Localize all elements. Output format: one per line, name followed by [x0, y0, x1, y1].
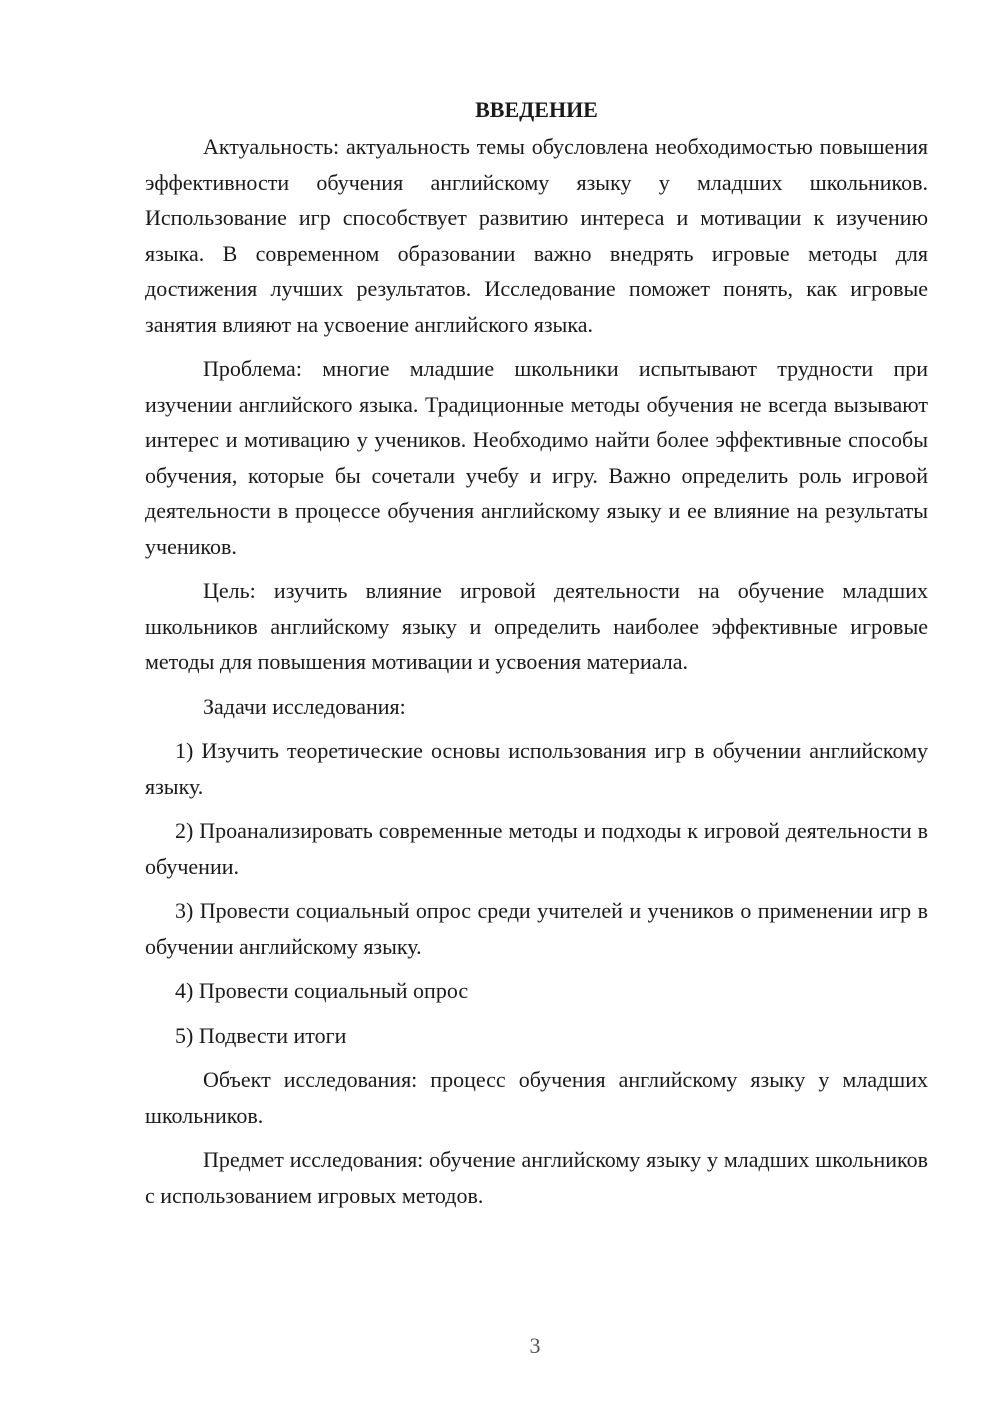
- page-title: ВВЕДЕНИЕ: [475, 97, 598, 122]
- tasks-heading: Задачи исследования:: [203, 693, 406, 719]
- paragraph-relevance: Актуальность: актуальность темы обусловлена необходимостью повышения эффективности обучения английскому языку у младших школьников. Использование игр способствует развитию интереса и мотивации к изучению языка. В современном образовании важно внедрять игровые методы для достижения лучших результатов. Исследование поможет понять, как игровые занятия влияют на усвоение английского языка.: [145, 134, 928, 337]
- list-item: 4) Провести социальный опрос: [175, 978, 469, 1003]
- list-item: 2) Проанализировать современные методы и подходы к игровой деятельности в обучении.: [145, 818, 928, 879]
- list-item: 1) Изучить теоретические основы использования игр в обучении английскому языку.: [145, 738, 928, 799]
- document-page: [145, 92, 928, 1222]
- list-item: 3) Провести социальный опрос среди учителей и учеников о применении игр в обучении английскому языку.: [145, 898, 928, 959]
- tasks-list: [145, 733, 928, 1053]
- paragraph-object: Объект исследования: процесс обучения английскому языку у младших школьников.: [145, 1067, 928, 1128]
- paragraph-subject: Предмет исследования: обучение английскому языку у младших школьников с использованием игровых методов.: [145, 1147, 928, 1208]
- page-number: 3: [529, 1333, 541, 1358]
- paragraph-problem: Проблема: многие младшие школьники испытывают трудности при изучении английского языка. Традиционные методы обучения не всегда вызывают интерес и мотивацию у учеников. Необходимо найти более эффективные способы обучения, которые бы сочетали учебу и игру. Важно определить роль игровой деятельности в процессе обучения английскому языку и ее влияние на результаты учеников.: [145, 356, 928, 559]
- list-item: 5) Подвести итоги: [175, 1022, 347, 1048]
- paragraph-goal: Цель: изучить влияние игровой деятельности на обучение младших школьников английскому языку и определить наиболее эффективные игровые методы для повышения мотивации и усвоения материала.: [145, 578, 928, 674]
